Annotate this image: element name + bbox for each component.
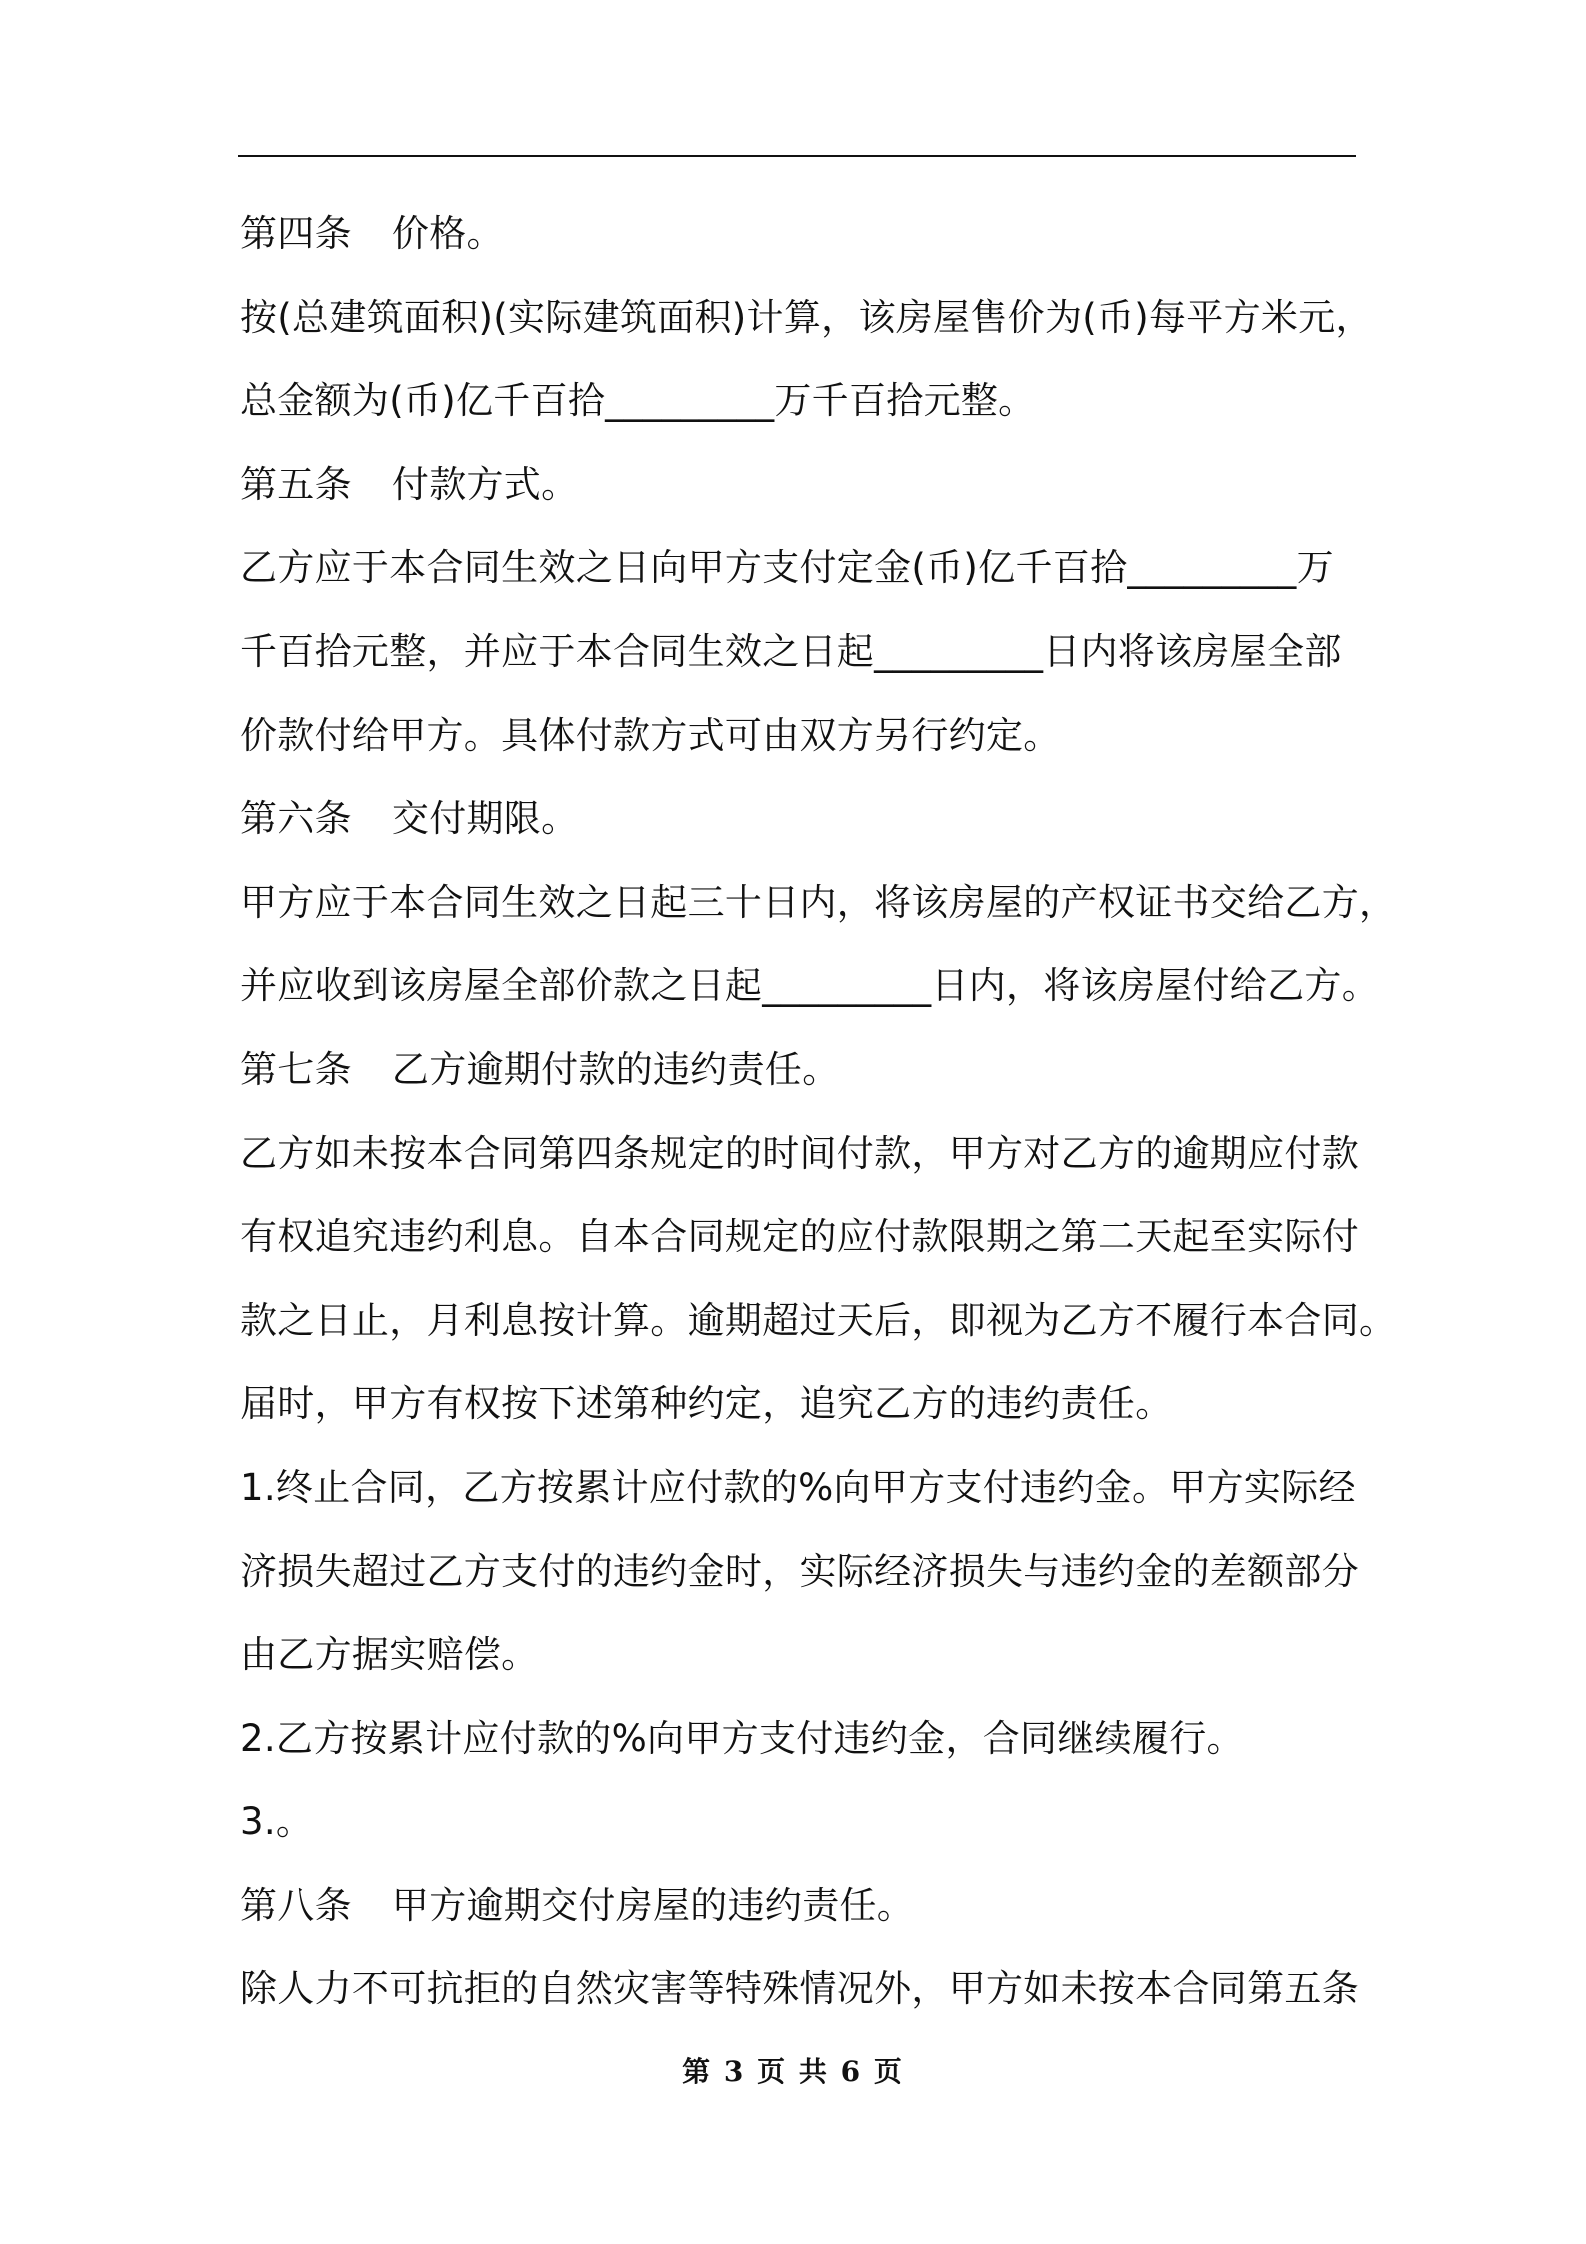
paragraph-line: 总金额为(币)亿千百拾_________万千百拾元整。 <box>240 379 1036 423</box>
list-item-1: 1.终止合同，乙方按累计应付款的%向甲方支付违约金。甲方实际经 <box>240 1465 1356 1509</box>
header-rule <box>238 155 1356 157</box>
article-title: 乙方逾期付款的违约责任。 <box>391 1047 840 1091</box>
article-number: 第八条 <box>240 1883 352 1927</box>
article-title: 甲方逾期交付房屋的违约责任。 <box>391 1883 915 1927</box>
paragraph-line: 济损失超过乙方支付的违约金时，实际经济损失与违约金的差额部分 <box>240 1549 1359 1593</box>
article-4-heading <box>240 192 1360 276</box>
article-8-heading <box>240 1864 1360 1948</box>
article-7-heading <box>240 1028 1360 1112</box>
list-item-3: 3.。 <box>240 1800 314 1844</box>
paragraph-line: 并应收到该房屋全部价款之日起_________日内，将该房屋付给乙方。 <box>240 964 1379 1008</box>
paragraph-line: 由乙方据实赔偿。 <box>240 1633 539 1677</box>
article-title: 付款方式。 <box>391 462 579 506</box>
paragraph-line: 届时，甲方有权按下述第种约定，追究乙方的违约责任。 <box>240 1382 1173 1426</box>
paragraph-line: 款之日止，月利息按计算。逾期超过天后，即视为乙方不履行本合同。 <box>240 1298 1397 1342</box>
paragraph-line: 千百拾元整，并应于本合同生效之日起_________日内将该房屋全部 <box>240 629 1342 673</box>
article-number: 第五条 <box>240 462 352 506</box>
article-number: 第七条 <box>240 1047 352 1091</box>
article-title: 交付期限。 <box>391 797 579 841</box>
paragraph-line: 除人力不可抗拒的自然灾害等特殊情况外，甲方如未按本合同第五条 <box>240 1967 1359 2011</box>
article-number: 第六条 <box>240 797 352 841</box>
paragraph-line: 乙方如未按本合同第四条规定的时间付款，甲方对乙方的逾期应付款 <box>240 1131 1359 1175</box>
article-title: 价格。 <box>391 212 504 255</box>
paragraph-line: 按(总建筑面积)(实际建筑面积)计算，该房屋售价为(币)每平方米元， <box>240 295 1373 339</box>
paragraph-line: 乙方应于本合同生效之日向甲方支付定金(币)亿千百拾_________万 <box>240 546 1334 590</box>
article-5-heading <box>240 443 1360 527</box>
article-number: 第四条 <box>240 212 352 255</box>
paragraph-line: 甲方应于本合同生效之日起三十日内，将该房屋的产权证书交给乙方， <box>240 880 1397 924</box>
article-6-heading <box>240 777 1360 861</box>
paragraph-line: 价款付给甲方。具体付款方式可由双方另行约定。 <box>240 713 1061 757</box>
paragraph-line: 有权追究违约利息。自本合同规定的应付款限期之第二天起至实际付 <box>240 1215 1359 1259</box>
document-body <box>240 192 1397 2031</box>
list-item-2: 2.乙方按累计应付款的%向甲方支付违约金，合同继续履行。 <box>240 1716 1244 1760</box>
page-number-footer: 第 3 页 共 6 页 <box>682 2055 904 2088</box>
